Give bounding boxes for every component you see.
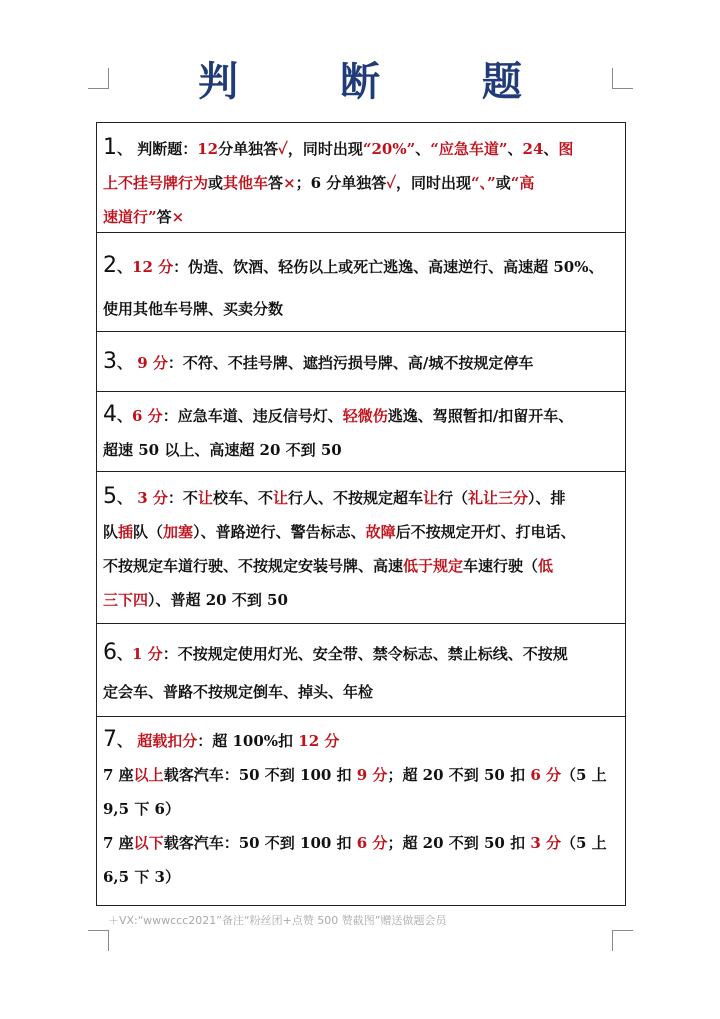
rule-text: 、 <box>543 140 559 158</box>
rule-text: 、 <box>117 645 133 663</box>
highlight-text: 低 <box>538 557 554 575</box>
rule-text: ，同时出现 <box>287 140 363 158</box>
rule-text: 、 <box>117 489 138 507</box>
rule-text: 载客汽车：50 不到 100 扣 <box>163 834 357 852</box>
rule-text: 使用其他车号牌、买卖分数 <box>103 300 284 318</box>
rule-text: 、 <box>117 732 138 750</box>
rule-text: 、 <box>415 140 431 158</box>
page-title: 判 断 题 <box>198 58 566 105</box>
rule-line <box>103 673 619 711</box>
rule-text: ；超 20 不到 50 扣 <box>387 834 531 852</box>
rule-line <box>103 792 619 826</box>
highlight-text: 礼让三分 <box>468 489 529 507</box>
rule-text: 、 判断题： <box>117 140 198 158</box>
highlight-text: 其他车 <box>223 174 269 192</box>
highlight-text: 低于规定 <box>403 557 464 575</box>
rule-row-4 <box>97 392 625 472</box>
crop-mark-bottom-left <box>88 930 109 951</box>
highlight-text: 12 分 <box>298 732 340 750</box>
rule-text: 6,5 下 3） <box>103 868 180 886</box>
rule-text: 7 座 <box>103 834 134 852</box>
rule-line <box>103 634 619 673</box>
rule-line <box>103 433 619 467</box>
rule-text: 车速行驶（ <box>463 557 539 575</box>
highlight-text: 让 <box>197 489 213 507</box>
rule-text: 答 <box>156 208 172 226</box>
crop-mark-bottom-right <box>612 930 633 951</box>
rule-line <box>103 398 619 433</box>
watermark-footer: ＋VX:“wwwccc2021”备注“粉丝团+点赞 500 赞截图”赠送做题会员 <box>108 914 447 927</box>
highlight-text: 三下四 <box>103 591 149 609</box>
rule-text: ：伪造、饮酒、轻伤以上或死亡逃逸、高速逆行、高速超 50%、 <box>173 258 604 276</box>
rule-text: 行（ <box>438 489 469 507</box>
rule-row-2 <box>97 233 625 332</box>
highlight-text: 3 分 <box>137 489 168 507</box>
highlight-text: 轻微伤 <box>342 407 388 425</box>
rule-line <box>103 515 619 549</box>
rule-text: 、 <box>117 407 133 425</box>
rule-text: 后不按规定开灯、打电话、 <box>395 523 576 541</box>
highlight-text: × <box>171 208 185 226</box>
rule-text: ：应急车道、违反信号灯、 <box>162 407 343 425</box>
highlight-text: 12 <box>197 140 219 158</box>
highlight-text: “20%” <box>362 140 416 158</box>
highlight-text: 故障 <box>365 523 396 541</box>
rule-text: ）、普超 20 不到 50 <box>148 591 288 609</box>
highlight-text: 让 <box>272 489 288 507</box>
rule-number: 6 <box>103 640 117 665</box>
rule-number: 3 <box>103 349 117 374</box>
rule-text: 或 <box>495 174 511 192</box>
highlight-text: 24 <box>522 140 544 158</box>
rule-line <box>103 131 619 166</box>
rule-text: ）、排 <box>528 489 566 507</box>
highlight-text: 速道行” <box>103 208 157 226</box>
rule-line <box>103 245 619 288</box>
rule-text: 答 <box>268 174 284 192</box>
rule-text: 超速 50 以上、高速超 20 不到 50 <box>103 441 342 459</box>
rules-table <box>96 122 626 906</box>
rule-text: 载客汽车：50 不到 100 扣 <box>163 766 357 784</box>
highlight-text: “高 <box>510 174 535 192</box>
rule-line <box>103 480 619 515</box>
rule-text: ：不符、不挂号牌、遮挡污损号牌、高/城不按规定停车 <box>167 354 534 372</box>
rule-text: 定会车、普路不按规定倒车、掉头、年检 <box>103 683 374 701</box>
rule-line <box>103 860 619 894</box>
rule-row-3 <box>97 332 625 392</box>
rule-row-1 <box>97 123 625 233</box>
rule-text: 队（ <box>133 523 164 541</box>
rule-line <box>103 288 619 330</box>
rule-text: ：超 100%扣 <box>197 732 299 750</box>
highlight-text: 让 <box>422 489 438 507</box>
highlight-text: × <box>283 174 296 192</box>
rule-row-6 <box>97 624 625 717</box>
highlight-text: “、” <box>471 174 496 192</box>
rule-row-5 <box>97 472 625 624</box>
rule-number: 1 <box>103 135 117 160</box>
rule-text: 分单独答 <box>218 140 279 158</box>
highlight-text: 3 分 <box>530 834 561 852</box>
highlight-text: 加塞 <box>163 523 194 541</box>
rule-number: 7 <box>103 727 117 752</box>
highlight-text: 以上 <box>133 766 164 784</box>
rule-text: 校车、不 <box>212 489 273 507</box>
rule-line <box>103 826 619 860</box>
highlight-text: 9 分 <box>356 766 388 784</box>
highlight-text: 12 分 <box>132 258 174 276</box>
highlight-text: 上不挂号牌行为 <box>103 174 209 192</box>
rule-number: 5 <box>103 484 117 509</box>
highlight-text: 6 分 <box>132 407 163 425</box>
rule-number: 2 <box>103 253 117 278</box>
highlight-text: ✓ <box>386 174 396 192</box>
rule-text: （5 上 <box>560 766 607 784</box>
rule-row-7 <box>97 717 625 905</box>
highlight-text: 图 <box>558 140 574 158</box>
rule-text: 逃逸、驾照暂扣/扣留开车、 <box>387 407 574 425</box>
rule-line <box>103 549 619 583</box>
highlight-text: 超载扣分 <box>137 732 198 750</box>
rule-text: ；6 分单独答 <box>295 174 387 192</box>
rule-line <box>103 166 619 200</box>
rule-text: ：不 <box>167 489 198 507</box>
rule-line <box>103 344 619 381</box>
rule-text: ；超 20 不到 50 扣 <box>387 766 531 784</box>
rule-text: 、 <box>117 354 138 372</box>
rule-line <box>103 758 619 792</box>
highlight-text: 6 分 <box>530 766 561 784</box>
rule-text: ：不按规定使用灯光、安全带、禁令标志、禁止标线、不按规 <box>162 645 568 663</box>
highlight-text: 6 分 <box>356 834 388 852</box>
rule-line <box>103 200 619 234</box>
rule-text: 、 <box>117 258 133 276</box>
highlight-text: 1 分 <box>132 645 163 663</box>
rule-text: 7 座 <box>103 766 134 784</box>
highlight-text: 插 <box>118 523 134 541</box>
rule-text: 队 <box>103 523 119 541</box>
rule-text: ，同时出现 <box>396 174 472 192</box>
rule-line <box>103 583 619 617</box>
highlight-text: “应急车道” <box>430 140 508 158</box>
highlight-text: ✓ <box>278 140 288 158</box>
rule-text: 9,5 下 6） <box>103 800 180 818</box>
rule-text: 不按规定车道行驶、不按规定安装号牌、高速 <box>103 557 404 575</box>
rule-text: 行人、不按规定超车 <box>287 489 423 507</box>
rule-text: （5 上 <box>560 834 607 852</box>
rule-text: 或 <box>208 174 224 192</box>
rule-text: ）、普路逆行、警告标志、 <box>193 523 366 541</box>
rule-number: 4 <box>103 402 117 427</box>
highlight-text: 以下 <box>133 834 164 852</box>
rule-text: 、 <box>507 140 523 158</box>
rule-line <box>103 723 619 758</box>
highlight-text: 9 分 <box>137 354 168 372</box>
